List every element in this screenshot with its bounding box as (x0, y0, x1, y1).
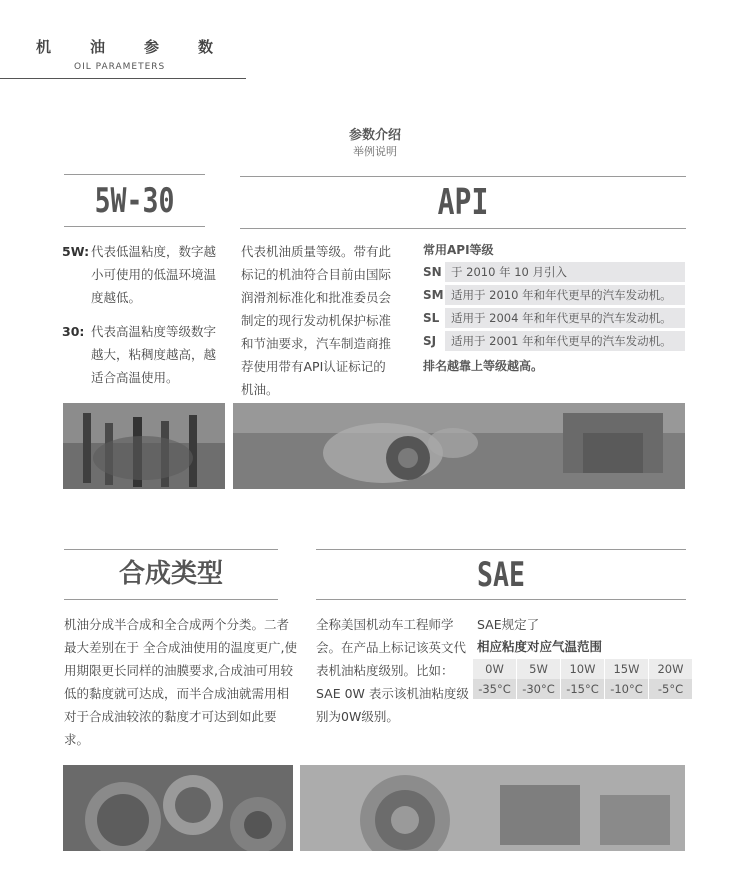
api-grade-code: SN (423, 265, 442, 279)
gear-assembly-photo (233, 403, 685, 489)
engine-parts-photo (300, 765, 685, 851)
sae-description: 全称美国机动车工程师学会。在产品上标记该英文代表机油粘度级别。比如：SAE 0W 表示该机油粘度级别为0W级别。 (316, 617, 469, 724)
intro-title: 参数介绍 (348, 128, 401, 143)
api-note: 排名越靠上等级越高。 (423, 359, 544, 373)
api-description: 代表机油质量等级。带有此标记的机油符合目前由国际润滑剂标准化和批准委员会制定的现行发动机保护标准和节油要求，汽车制造商推荐使用带有API认证标记的机油。 (241, 244, 392, 397)
viscosity-item-5w (62, 240, 222, 309)
gear-assembly-illustration (233, 403, 685, 489)
sae-table-title: 相应粘度对应气温范围 (477, 639, 603, 654)
gearbox-photo (63, 765, 293, 851)
synthetic-rule-top (64, 549, 278, 550)
synthetic-text: 机油分成半合成和全合成两个分类。二者最大差别在于 全合成油使用的温度更广,使用期限更长同样的油膜要求,合成油可用较低的黏度就可达成，而半合成油就需用相对于合成油较浓的黏度才可达到如此要求。 (64, 617, 297, 747)
api-rule-bottom (240, 228, 686, 229)
title-char-3: 参 (144, 38, 160, 56)
api-grade-desc: 适用于 2004 年和年代更早的汽车发动机。 (445, 308, 685, 328)
page-subtitle: OIL PARAMETERS (74, 62, 166, 72)
viscosity-rule-bottom (64, 226, 205, 227)
gearbox-illustration (63, 765, 293, 851)
sae-temp-cell: -10°C (605, 679, 649, 699)
api-grade-row (423, 331, 685, 351)
api-grades-list (423, 262, 685, 351)
api-grade-row (423, 308, 685, 328)
api-grade-desc: 适用于 2001 年和年代更早的汽车发动机。 (445, 331, 685, 351)
title-char-1: 机 (36, 38, 52, 56)
spark-plugs-photo (63, 403, 225, 489)
viscosity-tag: 30: (62, 324, 85, 339)
api-grade-code: SJ (423, 334, 437, 348)
engine-parts-illustration (300, 765, 685, 851)
sae-rule-top (316, 549, 686, 550)
viscosity-item-30 (62, 320, 222, 389)
api-heading: API (437, 182, 489, 223)
sae-grade-cell: 20W (649, 659, 693, 679)
api-grade-code: SM (423, 288, 444, 302)
sae-temp-cell: -30°C (517, 679, 561, 699)
title-char-4: 数 (198, 38, 214, 56)
viscosity-rule-top (64, 174, 205, 175)
api-grade-desc: 于 2010 年 10 月引入 (445, 262, 685, 282)
title-char-2: 油 (90, 38, 106, 56)
page-title (36, 36, 252, 57)
sae-grade-cell: 0W (473, 659, 517, 679)
sae-grade-cell: 10W (561, 659, 605, 679)
sae-rule-bottom (316, 599, 686, 600)
api-grade-code: SL (423, 311, 440, 325)
spark-plugs-illustration (63, 403, 225, 489)
sae-temperature-table (473, 659, 693, 699)
api-rule-top (240, 176, 686, 177)
sae-temp-cell: -5°C (649, 679, 693, 699)
sae-temp-cell: -15°C (561, 679, 605, 699)
sae-heading: SAE (477, 555, 525, 595)
synthetic-heading: 合成类型 (118, 559, 223, 589)
header-divider (0, 78, 246, 79)
api-grade-row (423, 262, 685, 282)
viscosity-desc: 代表高温粘度等级数字越大，粘稠度越高，越适合高温使用。 (91, 324, 217, 385)
sae-grade-cell: 5W (517, 659, 561, 679)
api-grade-desc: 适用于 2010 年和年代更早的汽车发动机。 (445, 285, 685, 305)
api-grades-title: 常用API等级 (423, 243, 494, 257)
synthetic-rule-bottom (64, 599, 278, 600)
viscosity-desc: 代表低温粘度，数字越小可使用的低温环境温度越低。 (91, 244, 217, 305)
sae-temp-cell: -35°C (473, 679, 517, 699)
sae-table-intro: SAE规定了 (477, 617, 540, 632)
intro-subtitle: 举例说明 (353, 145, 397, 158)
viscosity-heading: 5W-30 (94, 181, 175, 221)
viscosity-tag: 5W: (62, 244, 90, 259)
api-grade-row (423, 285, 685, 305)
sae-grade-cell: 15W (605, 659, 649, 679)
